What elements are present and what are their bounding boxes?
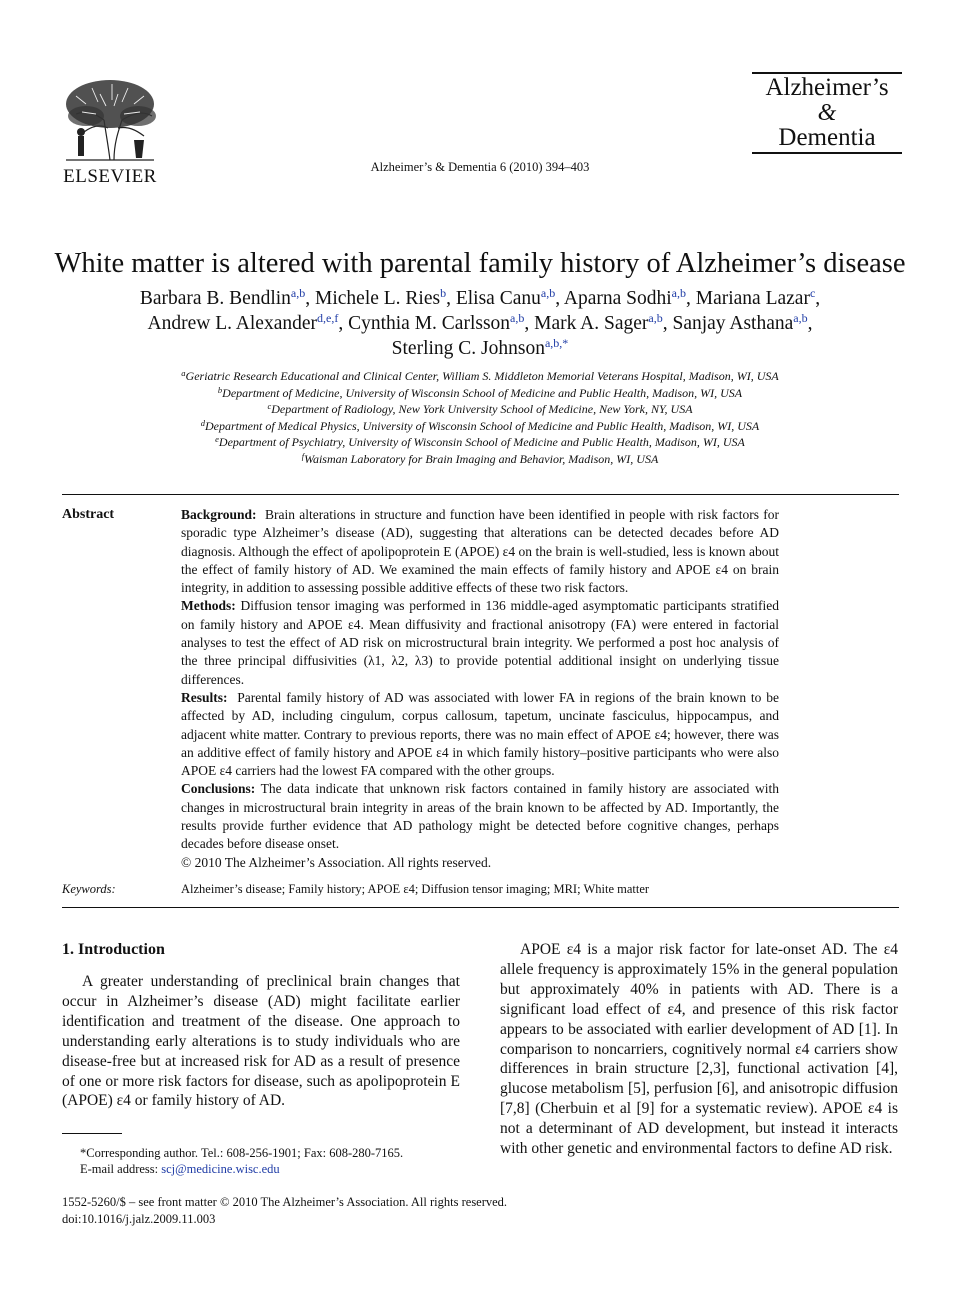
results-label: Results: [181, 689, 228, 705]
affiliation-item [80, 368, 880, 385]
author-name: Andrew L. Alexander [147, 313, 317, 334]
divider-top [62, 494, 899, 495]
abstract-copyright: © 2010 The Alzheimer’s Association. All rights reserved. [181, 854, 492, 870]
keywords-label: Keywords: [62, 882, 116, 896]
footnote-rule [62, 1133, 122, 1134]
conclusions-text: The data indicate that unknown risk factors contained in family history are associated with changes in microstructural brain integrity in areas of the brain known to be affected by AD. Importantly, the results provide further evidence that AD pathology might be detected before cognitive changes, perhaps decades before disease onset. [181, 781, 779, 852]
page-footer [62, 1194, 507, 1228]
logo-line3: Dementia [778, 124, 876, 151]
affiliation-item [80, 418, 880, 435]
conclusions-label: Conclusions: [181, 781, 256, 797]
affiliation-text: Waisman Laboratory for Brain Imaging and Behavior, Madison, WI, USA [304, 451, 659, 466]
section-heading: 1. Introduction [62, 941, 165, 958]
author-name: Sanjay Asthana [672, 313, 794, 334]
author-affiliation-sup[interactable]: a,b [671, 286, 686, 300]
author-name: Michele L. Ries [315, 288, 441, 309]
issn-line: 1552-5260/$ – see front matter © 2010 The Alzheimer’s Association. All rights reserved. [62, 1195, 508, 1209]
affiliation-sup: e [215, 434, 219, 444]
affiliation-item [80, 434, 880, 451]
affiliation-sup: f [301, 450, 305, 461]
article-title: White matter is altered with parental family history of Alzheimer’s disease [54, 248, 906, 279]
journal-citation: Alzheimer’s & Dementia 6 (2010) 394–403 [370, 160, 590, 174]
author-affiliation-sup[interactable]: d,e,f [317, 311, 339, 325]
author-affiliation-sup[interactable]: c [809, 286, 816, 300]
affiliation-text: Department of Psychiatry, University of Wisconsin School of Medicine and Public Health, Madison, WI, USA [218, 435, 745, 449]
journal-logo [752, 72, 902, 154]
author-affiliation-sup[interactable]: a,b [648, 311, 663, 325]
intro-left-column [62, 972, 460, 1111]
logo-rule-bottom [752, 152, 902, 154]
author-name: Barbara B. Bendlin [139, 288, 291, 309]
intro-paragraph-2: APOE ε4 is a major risk factor for late-onset AD. The ε4 allele frequency is approximately 15% in the general population but approximately 40% in patients with AD. There is a significant load effect of ε4, and presence of this risk factor appears to be associated with earlier development of AD [1]. In comparison to noncarriers, cognitively normal ε4 carriers show differences in brain structure [2,3], functional activation [4], glucose metabolism [5], perfusion [6], and anisotropic diffusion [7,8] (Cherbuin et al [9] for a systematic review). APOE ε4 is not a determinant of AD development, but instead it interacts with other genetic and environmental factors to define AD risk. [500, 941, 898, 1158]
affiliation-text: Department of Medical Physics, University of Wisconsin School of Medicine and Public Health, Madison, WI, USA [205, 418, 760, 433]
abstract-label: Abstract [62, 507, 115, 522]
author-affiliation-sup[interactable]: a,b [540, 286, 556, 300]
background-text: Brain alterations in structure and function have been identified in people with risk factors for sporadic type Alzheimer’s disease (AD), suggesting that alterations can be detected decades before AD diagnosis. Although the effect of apolipoprotein E (APOE) ε4 on the brain is well-studied, less is known about the effect of family history of AD. We examined the main effects of family history and APOE ε4 on brain integrity, in addition to assessing possible additive effects of these two risk factors. [181, 507, 779, 596]
doi-line[interactable]: doi:10.1016/j.jalz.2009.11.003 [62, 1212, 216, 1226]
logo-line1: Alzheimer’s [765, 74, 889, 101]
affiliation-item [80, 401, 880, 418]
logo-line2: & [817, 100, 837, 126]
divider-bottom [62, 907, 899, 908]
author-affiliation-sup[interactable]: b [440, 286, 447, 300]
tree-icon [56, 74, 164, 164]
affiliation-sup: c [267, 401, 272, 411]
affiliation-item [80, 385, 880, 402]
affiliation-sup: d [200, 417, 205, 428]
email-line [80, 1161, 403, 1177]
author-affiliation-sup[interactable]: a,b [793, 311, 808, 325]
intro-right-column [500, 940, 898, 1159]
email-link[interactable]: scj@medicine.wisc.edu [161, 1162, 280, 1176]
abstract-body [181, 506, 779, 872]
methods-label: Methods: [181, 598, 236, 614]
abstract-results [181, 689, 779, 780]
author-list: Barbara B. Bendlin$^{a,b}$, Michele L. Ries$^b$, Elisa Canu$^{a,b}$, Aparna Sodhi$^{a,b}$, Mariana Lazar$^c$, Andrew L. Alexander$^{d,e,f}$, Cynthia M. Carlsson$^{a,b}$, Mark A. Sager$^{a,b}$, Sanjay Asthana$^{a,b}$, Sterling C. Johnson$^{a,b,*}$ [139, 286, 821, 359]
affiliation-item [80, 451, 880, 468]
author-name: Sterling C. Johnson [391, 338, 545, 359]
abstract-conclusions [181, 780, 779, 853]
affiliation-list [80, 368, 880, 467]
affiliation-text: Geriatric Research Educational and Clinical Center, William S. Middleton Memorial Veterans Hospital, Madison, WI, USA [185, 369, 779, 383]
affiliation-sup: b [217, 384, 223, 395]
abstract-background [181, 506, 779, 597]
methods-text: Diffusion tensor imaging was performed in 136 middle-aged asymptomatic participants stratified on family history and APOE ε4. Mean diffusivity and fractional anisotropy (FA) were entered in factorial analyses to test the effect of AD risk on microstructural brain integrity. We performed a post hoc analysis of the three principal diffusivities (λ1, λ2, λ3) to provide potential additional insight on underlying tissue differences. [181, 598, 780, 687]
email-label: E-mail address: [80, 1162, 159, 1176]
author-affiliation-sup[interactable]: a,b [290, 286, 306, 300]
author-affiliation-sup[interactable]: a,b [510, 311, 525, 325]
abstract-methods [181, 597, 779, 688]
author-name: Cynthia M. Carlsson [348, 313, 511, 334]
author-affiliation-sup[interactable]: a,b,* [544, 336, 569, 350]
affiliation-sup: a [181, 368, 186, 378]
results-text: Parental family history of AD was associated with lower FA in regions of the brain known to be affected by AD, including cingulum, corpus callosum, tapetum, uncinate fasciculus, hippocampus, and adjacent white matter. Contrary to previous reports, there was no main effect of APOE ε4; however, there was an additive effect of family history and APOE ε4 in which family history–positive participants who were also APOE ε4 carriers had the lowest FA compared with the other groups. [181, 689, 780, 779]
corresponding-author-note: *Corresponding author. Tel.: 608-256-1901; Fax: 608-280-7165. [80, 1146, 404, 1160]
intro-paragraph-1: A greater understanding of preclinical brain changes that occur in Alzheimer’s disease (AD) might facilitate earlier identification and treatment of the disease. One approach to understanding early alterations is to study individuals who are disease-free but at increased risk for AD as a result of presence of one or more risk factors for disease, such as apolipoprotein E (APOE) ε4 or family history of AD. [62, 973, 460, 1110]
author-name: Mariana Lazar [695, 288, 810, 309]
author-name: Elisa Canu [455, 288, 541, 309]
affiliation-text: Department of Medicine, University of Wisconsin School of Medicine and Public Health, Madison, WI, USA [222, 385, 743, 400]
footnotes [80, 1145, 403, 1177]
keywords-text: Alzheimer’s disease; Family history; APOE ε4; Diffusion tensor imaging; MRI; White matter [181, 882, 650, 896]
affiliation-text: Department of Radiology, New York University School of Medicine, New York, NY, USA [271, 402, 693, 416]
author-name: Mark A. Sager [534, 313, 649, 334]
background-label: Background: [181, 507, 257, 522]
author-name: Aparna Sodhi [563, 288, 672, 309]
publisher-name: ELSEVIER [63, 166, 157, 187]
